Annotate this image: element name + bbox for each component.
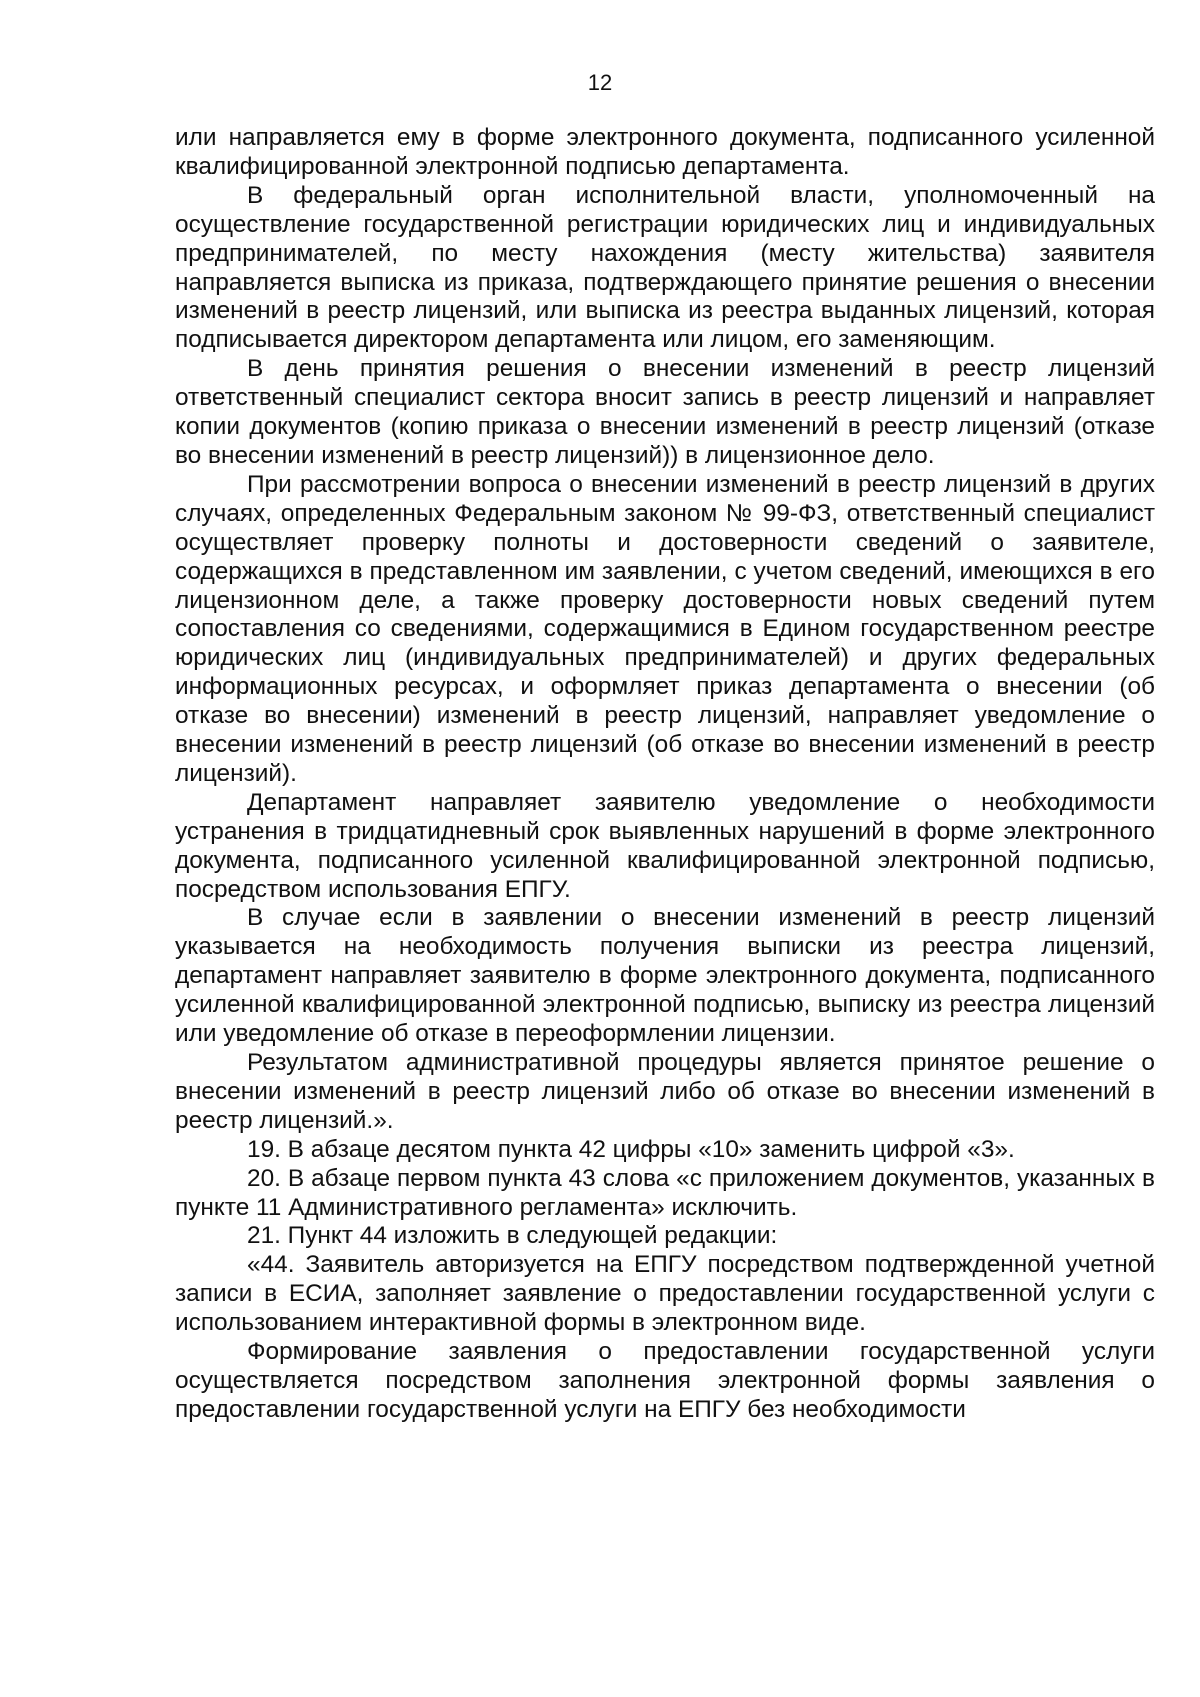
paragraph-item-19: 19. В абзаце десятом пункта 42 цифры «10» заменить цифрой «3».: [247, 1135, 1015, 1163]
paragraph-item-44: «44. Заявитель авторизуется на ЕПГУ посредством подтвержденной учетной записи в ЕСИА, заполняет заявление о предоставлении государственной услуги с использованием интерактивной формы в электронном виде.: [175, 1251, 1155, 1337]
paragraph-item-21: 21. Пункт 44 изложить в следующей редакции:: [247, 1222, 778, 1250]
body-text: [175, 124, 1155, 1425]
paragraph-decision-day: В день принятия решения о внесении изменений в реестр лицензий ответственный специалист сектора вносит запись в реестр лицензий и направляет копии документов (копию приказа о внесении изменений в реестр лицензий (отказе во внесении изменений в реестр лицензий)) в лицензионное дело.: [175, 355, 1155, 469]
paragraph-item-20: 20. В абзаце первом пункта 43 слова «с приложением документов, указанных в пункте 11 Административного регламента» исключить.: [175, 1164, 1155, 1221]
paragraph-form-filling: Формирование заявления о предоставлении государственной услуги осуществляется посредством заполнения электронной формы заявления о предоставлении государственной услуги на ЕПГУ без необходимости: [175, 1338, 1155, 1423]
paragraph-extract-request: В случае если в заявлении о внесении изменений в реестр лицензий указывается на необходимость получения выписки из реестра лицензий, департамент направляет заявителю в форме электронного документа, подписанного усиленной квалифицированной электронной подписью, выписку из реестра лицензий или уведомление об отказе в переоформлении лицензии.: [175, 904, 1155, 1048]
paragraph-other-cases: При рассмотрении вопроса о внесении изменений в реестр лицензий в других случаях, определенных Федеральным законом № 99-ФЗ, ответственный специалист осуществляет проверку полноты и достоверности сведений о заявителе, содержащихся в представленном им заявлении, с учетом сведений, имеющихся в его лицензионном деле, а также проверку достоверности новых сведений путем сопоставления со сведениями, содержащимися в Едином государственном реестре юридических лиц (индивидуальных предпринимателей) и других федеральных информационных ресурсах, и оформляет приказ департамента о внесении (об отказе во внесении) изменений в реестр лицензий, направляет уведомление о внесении изменений в реестр лицензий (об отказе во внесении изменений в реестр лицензий).: [175, 470, 1155, 787]
paragraph-continuation: или направляется ему в форме электронного документа, подписанного усиленной квалифицированной электронной подписью департамента.: [175, 124, 1155, 180]
paragraph-notification: Департамент направляет заявителю уведомление о необходимости устранения в тридцатидневный срок выявленных нарушений в форме электронного документа, подписанного усиленной квалифицированной электронной подписью, посредством использования ЕПГУ.: [175, 788, 1155, 903]
paragraph-result: Результатом административной процедуры является принятое решение о внесении изменений в реестр лицензий либо об отказе во внесении изменений в реестр лицензий.».: [175, 1049, 1155, 1134]
paragraph-federal-body: В федеральный орган исполнительной власти, уполномоченный на осуществление государственной регистрации юридических лиц и индивидуальных предпринимателей, по месту нахождения (месту жительства) заявителя направляется выписка из приказа, подтверждающего принятие решения о внесении изменений в реестр лицензий, или выписка из реестра выданных лицензий, которая подписывается директором департамента или лицом, его заменяющим.: [175, 181, 1155, 354]
page-number: 12: [587, 70, 613, 95]
